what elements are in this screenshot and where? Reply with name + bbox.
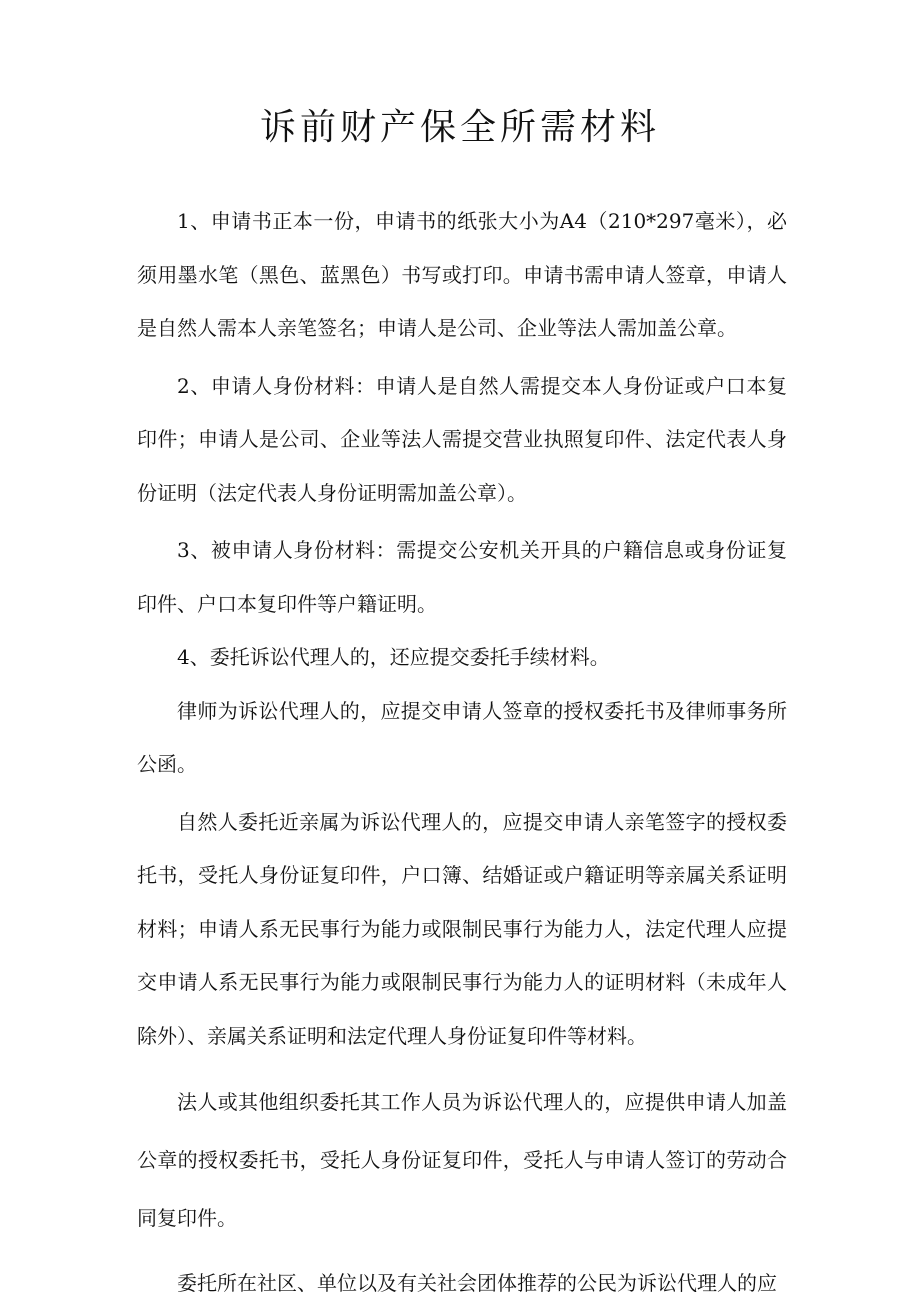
paragraph-8: 委托所在社区、单位以及有关社会团体推荐的公民为诉讼代理人的应 <box>177 1271 777 1295</box>
page-title: 诉前财产保全所需材料 <box>259 107 660 148</box>
paragraph-6: 自然人委托近亲属为诉讼代理人的，应提交申请人亲笔签字的授权委托书，受托人身份证复印件，户口簿、结婚证或户籍证明等亲属关系证明材料；申请人系无民事行为能力或限制民事行为能力人，法定代理人应提交申请人系无民事行为能力或限制民事行为能力人的证明材料（未成年人除外）、亲属关系证明和法定代理人身份证复印件等材料。 <box>137 809 787 1048</box>
paragraph-4: 4、委托诉讼代理人的，还应提交委托手续材料。 <box>177 645 610 669</box>
paragraph-3: 3、被申请人身份材料：需提交公安机关开具的户籍信息或身份证复印件、户口本复印件等户籍证明。 <box>137 538 787 616</box>
paragraph-1: 1、申请书正本一份，申请书的纸张大小为A4（210*297毫米），必须用墨水笔（黑色、蓝黑色）书写或打印。申请书需申请人签章，申请人是自然人需本人亲笔签名；申请人是公司、企业等法人需加盖公章。 <box>137 209 787 340</box>
paragraph-2: 2、申请人身份材料：申请人是自然人需提交本人身份证或户口本复印件；申请人是公司、企业等法人需提交营业执照复印件、法定代表人身份证明（法定代表人身份证明需加盖公章）。 <box>137 373 787 505</box>
paragraph-7: 法人或其他组织委托其工作人员为诉讼代理人的，应提供申请人加盖公章的授权委托书，受托人身份证复印件，受托人与申请人签订的劳动合同复印件。 <box>137 1090 787 1230</box>
document-body <box>137 195 787 1311</box>
paragraph-5: 律师为诉讼代理人的，应提交申请人签章的授权委托书及律师事务所公函。 <box>137 698 787 776</box>
